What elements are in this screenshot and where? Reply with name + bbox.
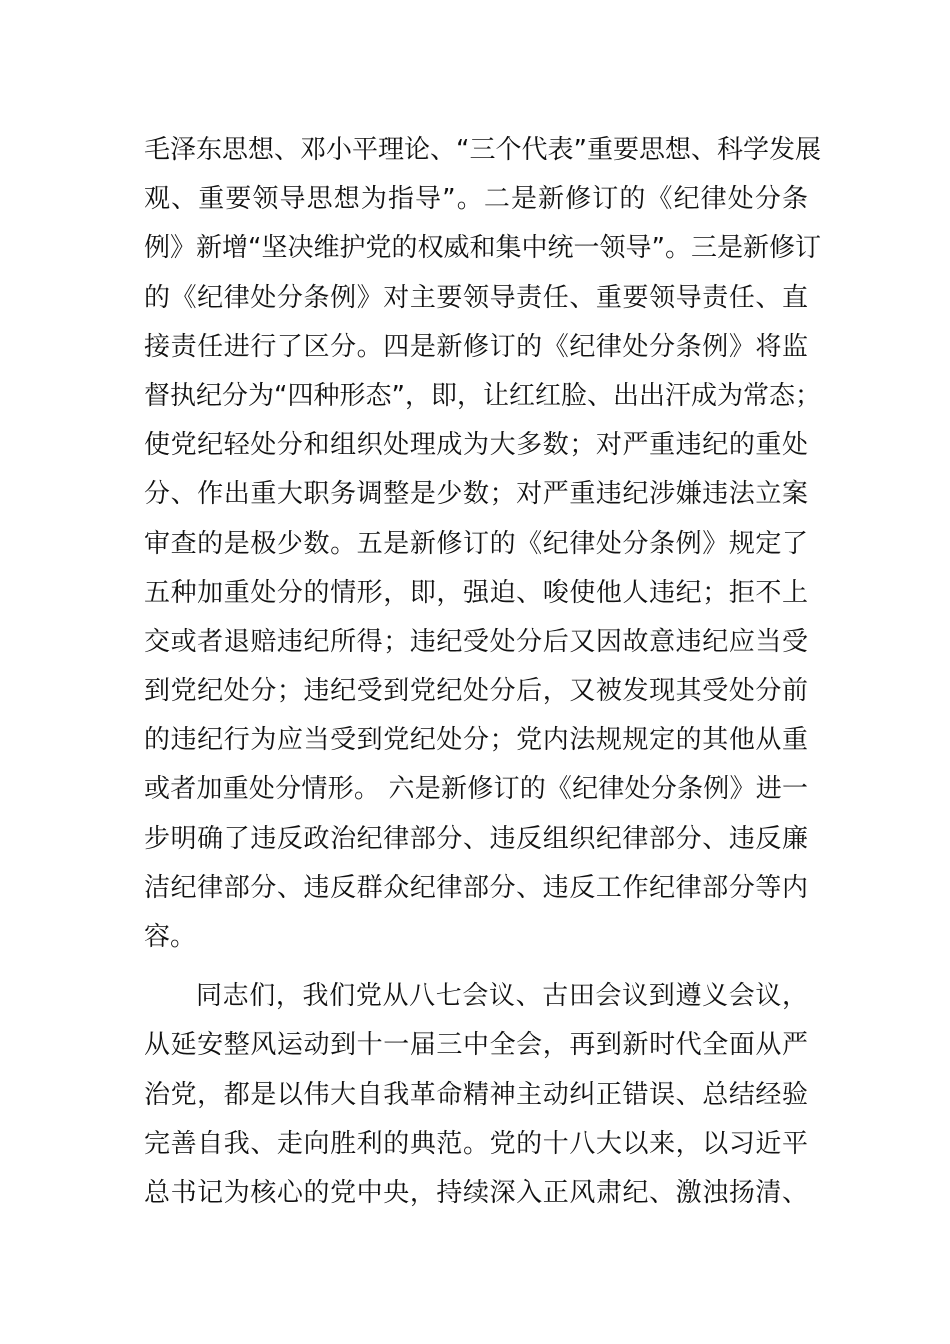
paragraph-line: 例》新增“坚决维护党的权威和集中统一领导”。三是新修订 <box>144 233 821 264</box>
paragraph-line: 的违纪行为应当受到党纪处分；党内法规规定的其他从重 <box>144 725 808 756</box>
paragraph-line: 交或者退赔违纪所得；违纪受处分后又因故意违纪应当受 <box>144 626 808 657</box>
paragraph-line: 步明确了违反政治纪律部分、违反组织纪律部分、违反廉 <box>144 823 808 854</box>
paragraph-2 <box>144 972 808 1218</box>
paragraph-line: 毛泽东思想、邓小平理论、“三个代表”重要思想、科学发展 <box>144 135 821 165</box>
paragraph-line: 使党纪轻处分和组织处理成为大多数；对严重违纪的重处 <box>144 430 808 461</box>
paragraph-spacer <box>144 962 808 972</box>
paragraph-line: 同志们，我们党从八七会议、古田会议到遵义会议， <box>196 981 808 1012</box>
paragraph-line: 总书记为核心的党中央，持续深入正风肃纪、激浊扬清、 <box>144 1177 808 1208</box>
paragraph-line: 容。 <box>144 922 197 952</box>
paragraph-line: 治党，都是以伟大自我革命精神主动纠正错误、总结经验 <box>144 1079 808 1110</box>
paragraph-line: 审查的是极少数。五是新修订的《纪律处分条例》规定了 <box>144 528 808 559</box>
paragraph-line: 从延安整风运动到十一届三中全会，再到新时代全面从严 <box>144 1030 808 1061</box>
paragraph-1 <box>144 126 821 962</box>
document-body <box>144 126 821 1218</box>
paragraph-line: 的《纪律处分条例》对主要领导责任、重要领导责任、直 <box>144 282 808 313</box>
paragraph-line: 督执纪分为“四种形态”，即，让红红脸、出出汗成为常态； <box>144 380 821 411</box>
paragraph-line: 完善自我、走向胜利的典范。党的十八大以来，以习近平 <box>144 1128 808 1159</box>
paragraph-line: 接责任进行了区分。四是新修订的《纪律处分条例》将监 <box>144 331 808 362</box>
paragraph-line: 到党纪处分；违纪受到党纪处分后，又被发现其受处分前 <box>144 676 808 707</box>
paragraph-line: 或者加重处分情形。 六是新修订的《纪律处分条例》进一 <box>144 774 808 805</box>
paragraph-line: 观、重要领导思想为指导”。二是新修订的《纪律处分条 <box>144 184 808 215</box>
paragraph-line: 分、作出重大职务调整是少数；对严重违纪涉嫌违法立案 <box>144 479 808 510</box>
paragraph-line: 洁纪律部分、违反群众纪律部分、违反工作纪律部分等内 <box>144 872 808 903</box>
paragraph-line: 五种加重处分的情形，即，强迫、唆使他人违纪；拒不上 <box>144 577 808 608</box>
